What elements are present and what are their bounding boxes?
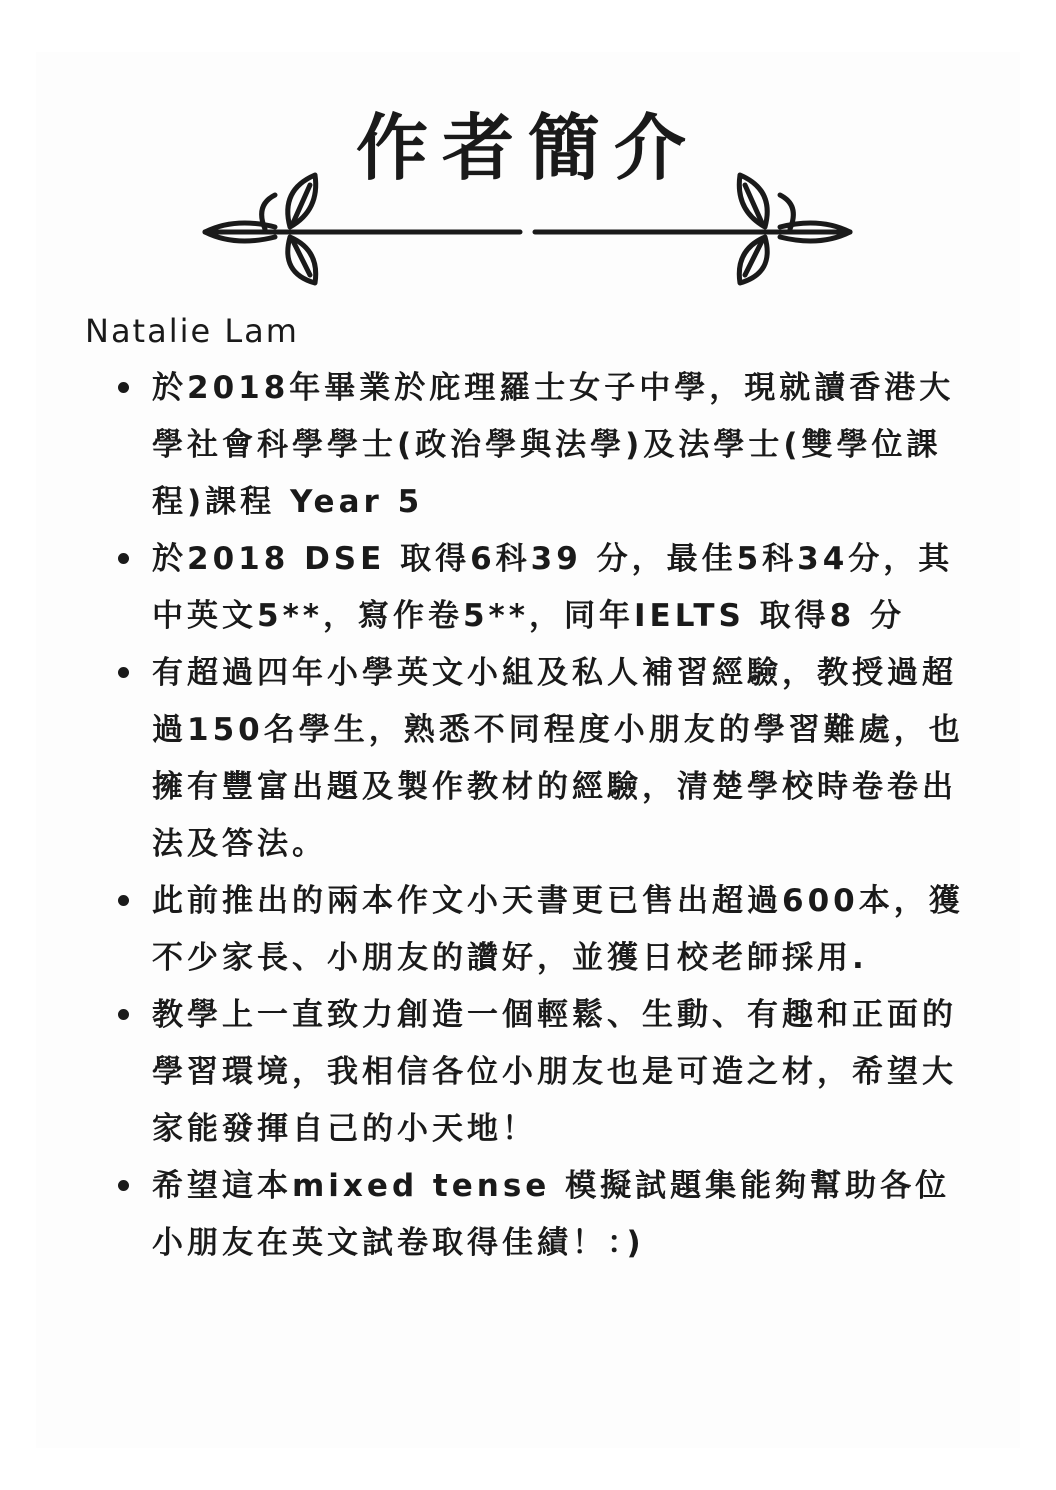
bio-text: 教學上一直致力創造一個輕鬆、生動、有趣和正面的學習環境，我相信各位小朋友也是可造之材，希望大家能發揮自己的小天地！ xyxy=(152,997,957,1147)
bio-item xyxy=(112,645,972,873)
page-title: 作者簡介 xyxy=(355,106,700,190)
bio-text: 希望這本mixed tense 模擬試題集能夠幫助各位小朋友在英文試卷取得佳績！：) xyxy=(152,1168,951,1261)
laurel-right-icon xyxy=(530,165,860,290)
bio-text: 於2018 DSE 取得6科39 分，最佳5科34分，其中英文5**，寫作卷5**，同年IELTS 取得8 分 xyxy=(152,541,954,634)
author-name: Natalie Lam xyxy=(85,312,299,350)
bio-item xyxy=(112,873,972,987)
bullet-icon xyxy=(118,895,129,906)
bullet-icon xyxy=(118,667,129,678)
bio-item xyxy=(112,360,972,531)
bio-text: 有超過四年小學英文小組及私人補習經驗，教授過超過150名學生，熟悉不同程度小朋友的學習難處，也擁有豐富出題及製作教材的經驗，清楚學校時卷卷出法及答法。 xyxy=(152,655,964,862)
bio-text: 於2018年畢業於庇理羅士女子中學，現就讀香港大學社會科學學士(政治學與法學)及法學士(雙學位課程)課程 Year 5 xyxy=(152,370,955,520)
bio-item xyxy=(112,531,972,645)
laurel-left-icon xyxy=(195,165,525,290)
bullet-icon xyxy=(118,1180,129,1191)
bio-text: 此前推出的兩本作文小天書更已售出超過600本，獲不少家長、小朋友的讚好，並獲日校老師採用. xyxy=(152,883,964,976)
bio-item xyxy=(112,1158,972,1272)
bio-list xyxy=(112,360,972,1272)
bio-item xyxy=(112,987,972,1158)
bullet-icon xyxy=(118,382,129,393)
bullet-icon xyxy=(118,1009,129,1020)
bullet-icon xyxy=(118,553,129,564)
